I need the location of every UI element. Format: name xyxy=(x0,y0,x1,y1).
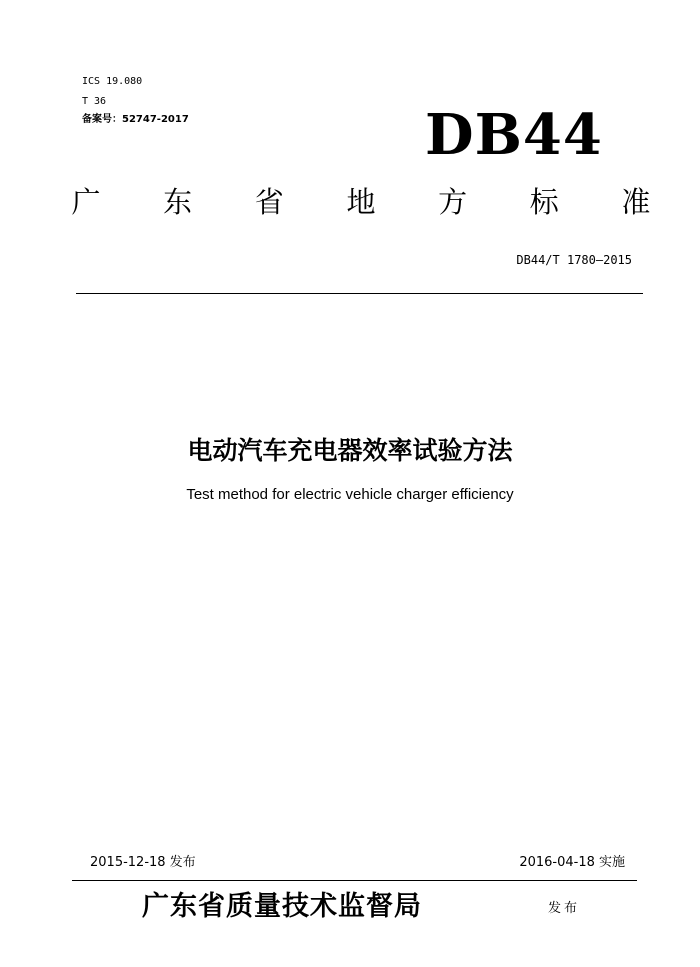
standard-type-char: 准 xyxy=(621,185,651,219)
standard-type-char: 广 xyxy=(71,185,101,219)
implementation-date: 2016-04-18 实施 xyxy=(519,855,625,870)
title-english: Test method for electric vehicle charger efficiency xyxy=(186,486,514,503)
standard-number: DB44/T 1780—2015 xyxy=(516,253,632,267)
ics-code: ICS 19.080 xyxy=(82,76,143,87)
top-divider xyxy=(76,293,643,294)
title-chinese: 电动汽车充电器效率试验方法 xyxy=(187,436,513,465)
standard-type-char: 标 xyxy=(529,185,559,219)
standard-type-char: 地 xyxy=(346,185,376,219)
db-mark: DB44 xyxy=(425,102,603,168)
record-number: 备案号：52747-2017 xyxy=(82,114,189,125)
standard-type-heading xyxy=(66,182,656,222)
issue-date: 2015-12-18 发布 xyxy=(90,855,196,870)
issue-label: 发布 xyxy=(548,901,581,916)
standard-type-char: 省 xyxy=(254,185,284,219)
issuing-authority: 广东省质量技术监督局 xyxy=(142,891,422,922)
classification-code: T 36 xyxy=(82,96,107,107)
standard-type-char: 方 xyxy=(438,185,468,219)
bottom-divider xyxy=(72,880,637,881)
standard-type-char: 东 xyxy=(163,185,193,219)
